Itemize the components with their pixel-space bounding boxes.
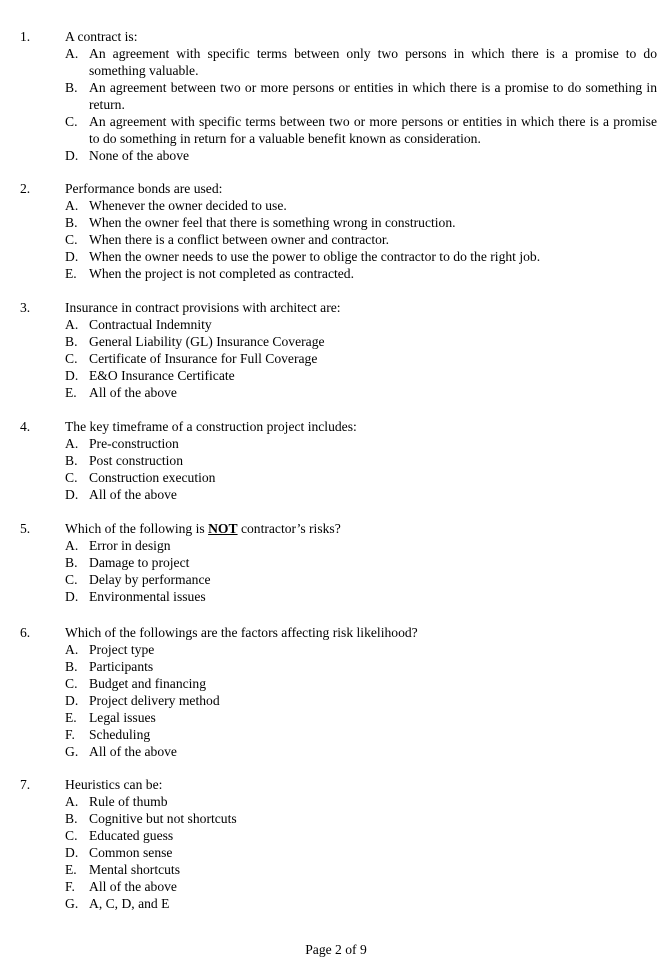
choice-text: When the owner needs to use the power to oblige the contractor to do the right job. xyxy=(89,249,541,264)
choice-text: Certificate of Insurance for Full Coverage xyxy=(89,351,318,366)
choice-item xyxy=(65,675,657,692)
choice-item xyxy=(65,248,657,265)
choice-letter: F. xyxy=(65,879,75,894)
choice-text: Environmental issues xyxy=(89,589,206,604)
emphasis-not: NOT xyxy=(208,521,238,536)
choice-letter: A. xyxy=(65,198,79,213)
question-text: A contract is: xyxy=(65,29,138,44)
choice-letter: B. xyxy=(65,555,78,570)
choice-item xyxy=(65,692,657,709)
question-text: Heuristics can be: xyxy=(65,777,163,792)
choice-text: All of the above xyxy=(89,487,177,502)
choice-item xyxy=(65,571,657,588)
choice-letter: E. xyxy=(65,710,77,725)
choice-letter: C. xyxy=(65,470,78,485)
choice-text: Project type xyxy=(89,642,155,657)
choice-text: Cognitive but not shortcuts xyxy=(89,811,237,826)
choice-item xyxy=(65,827,657,844)
choice-text: Contractual Indemnity xyxy=(89,317,212,332)
choice-item xyxy=(65,709,657,726)
choice-letter: B. xyxy=(65,811,78,826)
choice-letter: C. xyxy=(65,676,78,691)
choice-item xyxy=(65,452,657,469)
choice-letter: E. xyxy=(65,862,77,877)
choice-letter: C. xyxy=(65,232,78,247)
choice-text: When there is a conflict between owner and contractor. xyxy=(89,232,390,247)
choice-letter: A. xyxy=(65,538,79,553)
choice-list xyxy=(65,435,657,503)
choice-letter: E. xyxy=(65,266,77,281)
question-number: 6. xyxy=(20,625,31,640)
question-text: Insurance in contract provisions with architect are: xyxy=(65,300,341,315)
choice-list xyxy=(65,45,657,164)
choice-letter: C. xyxy=(65,351,78,366)
choice-item xyxy=(65,486,657,503)
choice-letter: G. xyxy=(65,744,79,759)
choice-item xyxy=(65,861,657,878)
page-number: Page 2 of 9 xyxy=(305,942,367,957)
choice-item xyxy=(65,316,657,333)
question-text: Performance bonds are used: xyxy=(65,181,223,196)
choice-item xyxy=(65,726,657,743)
choice-letter: C. xyxy=(65,114,78,129)
choice-item xyxy=(65,658,657,675)
choice-text: An agreement with specific terms between only two persons in which there is a promise to do something valuable. xyxy=(89,46,657,78)
choice-letter: C. xyxy=(65,572,78,587)
choice-item xyxy=(65,537,657,554)
choice-letter: B. xyxy=(65,453,78,468)
choice-text: Delay by performance xyxy=(89,572,211,587)
choice-text: None of the above xyxy=(89,148,190,163)
choice-text: Post construction xyxy=(89,453,184,468)
choice-item xyxy=(65,147,657,164)
question-text: Which of the followings are the factors affecting risk likelihood? xyxy=(65,625,418,640)
choice-text: Educated guess xyxy=(89,828,174,843)
choice-item xyxy=(65,743,657,760)
choice-letter: D. xyxy=(65,487,79,502)
choice-letter: A. xyxy=(65,317,79,332)
choice-item xyxy=(65,367,657,384)
choice-letter: A. xyxy=(65,794,79,809)
question-number: 5. xyxy=(20,521,31,536)
choice-list xyxy=(65,793,657,912)
choice-item xyxy=(65,435,657,452)
question-number: 7. xyxy=(20,777,31,792)
choice-text: A, C, D, and E xyxy=(89,896,170,911)
choice-list xyxy=(65,537,657,605)
choice-text: Legal issues xyxy=(89,710,156,725)
choice-text: General Liability (GL) Insurance Coverage xyxy=(89,334,325,349)
choice-letter: D. xyxy=(65,249,79,264)
choice-text: An agreement with specific terms between two or more persons or entities in which there is a promise to do something in return for a valuable benefit known as consideration. xyxy=(89,114,657,146)
choice-text: An agreement between two or more persons or entities in which there is a promise to do something in return. xyxy=(89,80,657,112)
choice-letter: B. xyxy=(65,334,78,349)
question-text xyxy=(65,520,341,537)
choice-item xyxy=(65,554,657,571)
choice-text: Mental shortcuts xyxy=(89,862,180,877)
choice-letter: B. xyxy=(65,215,78,230)
choice-text: Budget and financing xyxy=(89,676,207,691)
choice-item xyxy=(65,113,657,147)
choice-text: Common sense xyxy=(89,845,173,860)
choice-letter: A. xyxy=(65,46,79,61)
choice-letter: D. xyxy=(65,368,79,383)
choice-item xyxy=(65,844,657,861)
choice-item xyxy=(65,588,657,605)
choice-text: Rule of thumb xyxy=(89,794,168,809)
choice-item xyxy=(65,350,657,367)
choice-text: Project delivery method xyxy=(89,693,220,708)
choice-item xyxy=(65,793,657,810)
choice-letter: D. xyxy=(65,148,79,163)
choice-text: Scheduling xyxy=(89,727,151,742)
choice-item xyxy=(65,265,657,282)
choice-text: When the project is not completed as contracted. xyxy=(89,266,354,281)
choice-letter: C. xyxy=(65,828,78,843)
choice-letter: F. xyxy=(65,727,75,742)
question-text: The key timeframe of a construction project includes: xyxy=(65,419,357,434)
choice-letter: B. xyxy=(65,659,78,674)
choice-text: All of the above xyxy=(89,744,177,759)
question-number: 1. xyxy=(20,29,31,44)
choice-letter: B. xyxy=(65,80,78,95)
choice-item xyxy=(65,384,657,401)
choice-text: Whenever the owner decided to use. xyxy=(89,198,287,213)
choice-letter: A. xyxy=(65,436,79,451)
choice-text: Pre-construction xyxy=(89,436,179,451)
choice-item xyxy=(65,45,657,79)
choice-item xyxy=(65,231,657,248)
choice-letter: E. xyxy=(65,385,77,400)
question-text-start: Which of the following is xyxy=(65,521,209,536)
choice-letter: D. xyxy=(65,589,79,604)
choice-text: Construction execution xyxy=(89,470,216,485)
choice-text: Error in design xyxy=(89,538,171,553)
question-number: 4. xyxy=(20,419,31,434)
choice-letter: D. xyxy=(65,693,79,708)
choice-item xyxy=(65,641,657,658)
choice-text: All of the above xyxy=(89,879,177,894)
choice-text: Damage to project xyxy=(89,555,190,570)
choice-item xyxy=(65,333,657,350)
choice-list xyxy=(65,641,657,760)
choice-item xyxy=(65,810,657,827)
choice-item xyxy=(65,79,657,113)
choice-item xyxy=(65,895,657,912)
choice-letter: G. xyxy=(65,896,79,911)
question-number: 2. xyxy=(20,181,31,196)
choice-list xyxy=(65,316,657,401)
choice-letter: A. xyxy=(65,642,79,657)
choice-item xyxy=(65,878,657,895)
choice-text: E&O Insurance Certificate xyxy=(89,368,235,383)
question-number: 3. xyxy=(20,300,31,315)
choice-text: All of the above xyxy=(89,385,177,400)
question-text-end: contractor’s risks? xyxy=(237,521,341,536)
choice-item xyxy=(65,214,657,231)
choice-list xyxy=(65,197,657,282)
choice-item xyxy=(65,197,657,214)
choice-letter: D. xyxy=(65,845,79,860)
choice-text: When the owner feel that there is something wrong in construction. xyxy=(89,215,456,230)
choice-text: Participants xyxy=(89,659,154,674)
choice-item xyxy=(65,469,657,486)
